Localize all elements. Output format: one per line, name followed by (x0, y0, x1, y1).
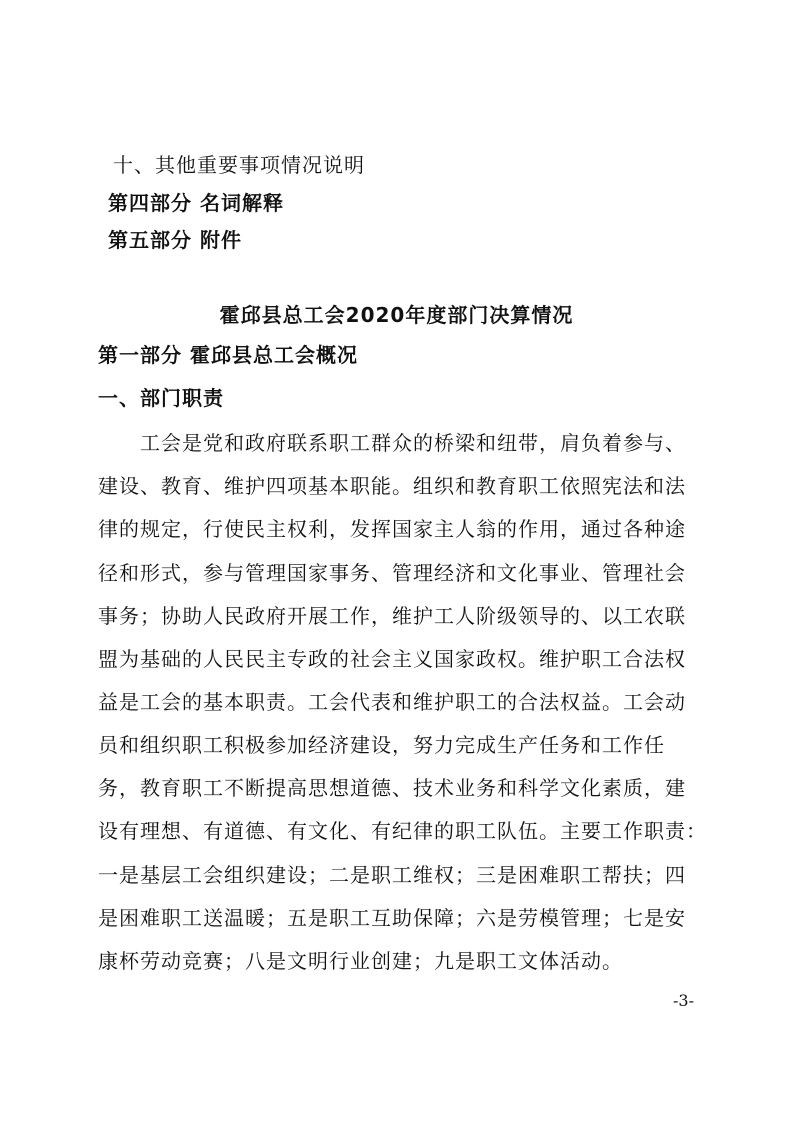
paragraph-line: 务，教育职工不断提高思想道德、技术业务和科学文化素质，建 (98, 776, 686, 800)
document-title: 霍邱县总工会2020年度部门决算情况 (219, 303, 574, 327)
paragraph-line: 益是工会的基本职责。工会代表和维护职工的合法权益。工会动 (98, 690, 686, 714)
paragraph-line: 一是基层工会组织建设；二是职工维权；三是困难职工帮扶；四 (98, 863, 686, 887)
paragraph-line: 事务；协助人民政府开展工作，维护工人阶级领导的、以工农联 (98, 604, 686, 628)
paragraph-line: 律的规定，行使民主权利，发挥国家主人翁的作用，通过各种途 (98, 517, 686, 541)
paragraph-line: 员和组织职工积极参加经济建设，努力完成生产任务和工作任 (98, 733, 665, 757)
toc-item-part-five: 第五部分 附件 (108, 228, 242, 252)
part-heading: 第一部分 霍邱县总工会概况 (98, 343, 358, 367)
paragraph-line: 建设、教育、维护四项基本职能。组织和教育职工依照宪法和法 (98, 474, 686, 498)
paragraph-line: 工会是党和政府联系职工群众的桥梁和纽带，肩负着参与、 (98, 431, 686, 455)
section-heading: 一、部门职责 (98, 386, 224, 410)
paragraph-line: 盟为基础的人民民主专政的社会主义国家政权。维护职工合法权 (98, 647, 686, 671)
paragraph-line: 设有理想、有道德、有文化、有纪律的职工队伍。主要工作职责： (98, 819, 707, 843)
page-number: -3- (673, 991, 694, 1010)
toc-item-other-matters: 十、其他重要事项情况说明 (113, 153, 365, 177)
paragraph-line: 是困难职工送温暖；五是职工互助保障；六是劳模管理；七是安 (98, 906, 686, 930)
paragraph-line: 径和形式，参与管理国家事务、管理经济和文化事业、管理社会 (98, 561, 686, 585)
toc-item-part-four: 第四部分 名词解释 (108, 191, 284, 215)
paragraph-line: 康杯劳动竞赛；八是文明行业创建；九是职工文体活动。 (98, 949, 623, 973)
